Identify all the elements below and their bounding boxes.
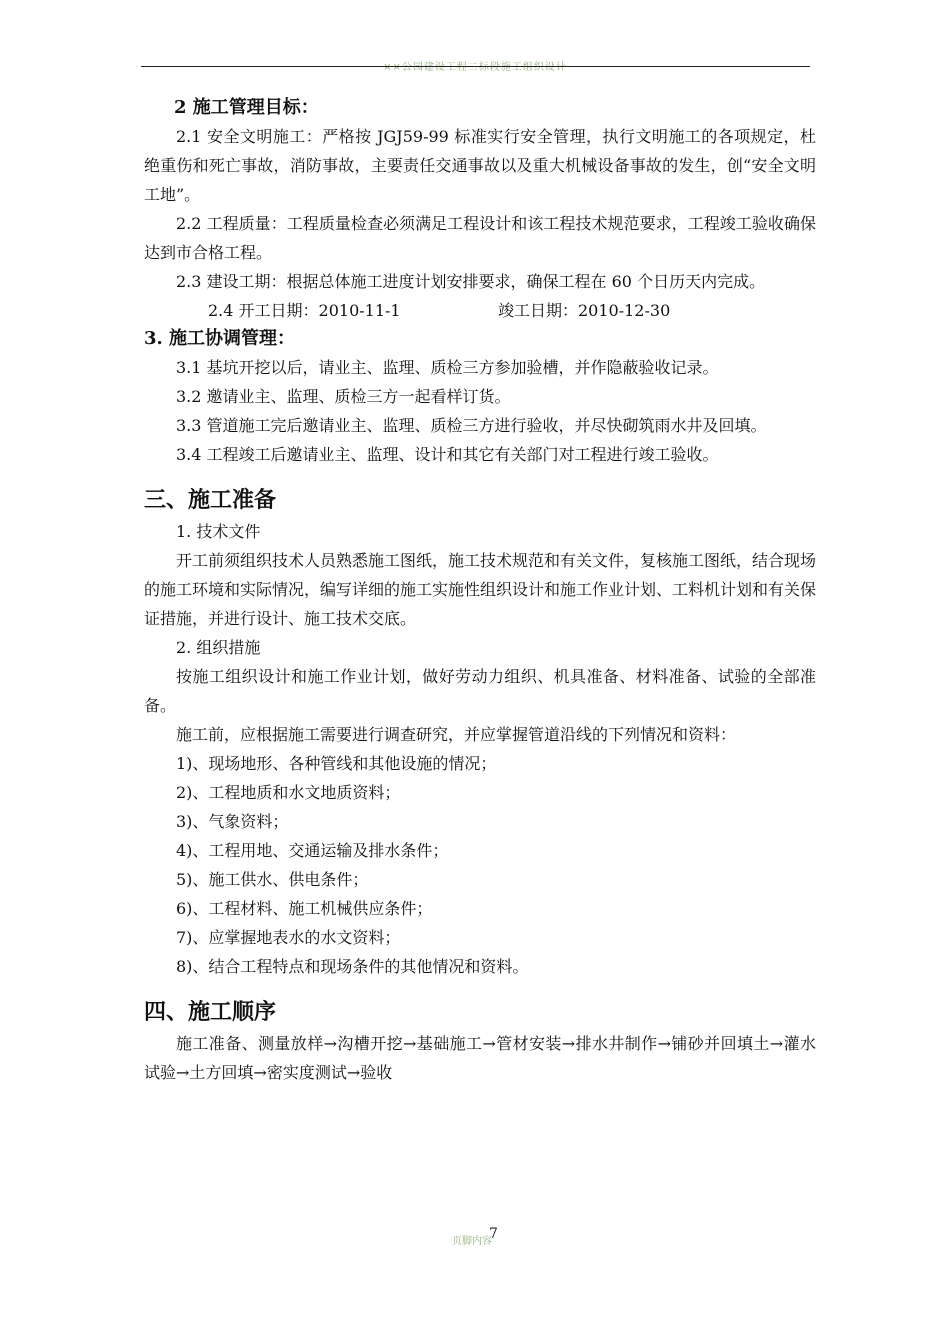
end-date: 竣工日期：2010-12-30 xyxy=(498,301,671,320)
mgmt-goals-heading: 2 施工管理目标： xyxy=(174,97,319,118)
sequence-section-heading: 四、施工顺序 xyxy=(144,999,277,1025)
page-header-text: ××公园建设工程二标段施工组织设计 xyxy=(383,62,567,73)
org-measures-heading: 2. 组织措施 xyxy=(176,638,261,657)
goal-schedule: 2.3 建设工期：根据总体施工进度计划安排要求，确保工程在 60 个日历天内完成。 xyxy=(176,272,766,291)
org-measures-body: 按施工组织设计和施工作业计划，做好劳动力组织、机具准备、材料准备、试验的全部准备。 xyxy=(144,667,816,715)
tech-docs-heading: 1. 技术文件 xyxy=(176,522,261,541)
survey-list-item: 3)、气象资料； xyxy=(176,812,289,831)
coordination-item: 3.3 管道施工完后邀请业主、监理、质检三方进行验收，并尽快砌筑雨水井及回填。 xyxy=(176,416,767,435)
survey-list-item: 4)、工程用地、交通运输及排水条件； xyxy=(176,841,449,860)
survey-list-item: 8)、结合工程特点和现场条件的其他情况和资料。 xyxy=(176,957,529,976)
start-date: 2.4 开工日期：2010-11-1 xyxy=(208,301,401,320)
coordination-item: 3.2 邀请业主、监理、质检三方一起看样订货。 xyxy=(176,387,511,406)
sequence-body: 施工准备、测量放样→沟槽开挖→基础施工→管材安装→排水井制作→铺砂并回填土→灌水试验→土方回填→密实度测试→验收 xyxy=(144,1034,816,1082)
goal-quality: 2.2 工程质量：工程质量检查必须满足工程设计和该工程技术规范要求，工程竣工验收确保达到市合格工程。 xyxy=(144,214,816,262)
coordination-item: 3.4 工程竣工后邀请业主、监理、设计和其它有关部门对工程进行竣工验收。 xyxy=(176,445,719,464)
coordination-item: 3.1 基坑开挖以后，请业主、监理、质检三方参加验槽，并作隐蔽验收记录。 xyxy=(176,358,719,377)
survey-list-item: 7)、应掌握地表水的水文资料； xyxy=(176,928,401,947)
page-footer-text: 页脚内容 xyxy=(452,1236,492,1247)
survey-list-item: 2)、工程地质和水文地质资料； xyxy=(176,783,401,802)
prep-section-heading: 三、施工准备 xyxy=(144,487,277,513)
header-divider xyxy=(141,66,810,67)
survey-list-item: 5)、施工供水、供电条件； xyxy=(176,870,369,889)
coordination-heading: 3. 施工协调管理： xyxy=(144,328,296,349)
tech-docs-body: 开工前须组织技术人员熟悉施工图纸，施工技术规范和有关文件，复核施工图纸，结合现场的施工环境和实际情况，编写详细的施工实施性组织设计和施工作业计划、工料机计划和有关保证措施，并进行设计、施工技术交底。 xyxy=(144,551,817,628)
page-number: 7 xyxy=(489,1226,498,1242)
goal-dates xyxy=(144,296,816,325)
goal-safety: 2.1 安全文明施工：严格按 JGJ59-99 标准实行安全管理，执行文明施工的各项规定，杜绝重伤和死亡事故，消防事故，主要责任交通事故以及重大机械设备事故的发生，创“安全文明工地”。 xyxy=(144,127,816,204)
survey-list-item: 6)、工程材料、施工机械供应条件； xyxy=(176,899,433,918)
survey-intro: 施工前，应根据施工需要进行调查研究，并应掌握管道沿线的下列情况和资料： xyxy=(176,725,737,744)
survey-list-item: 1)、现场地形、各种管线和其他设施的情况； xyxy=(176,754,497,773)
document-body xyxy=(144,94,816,1087)
